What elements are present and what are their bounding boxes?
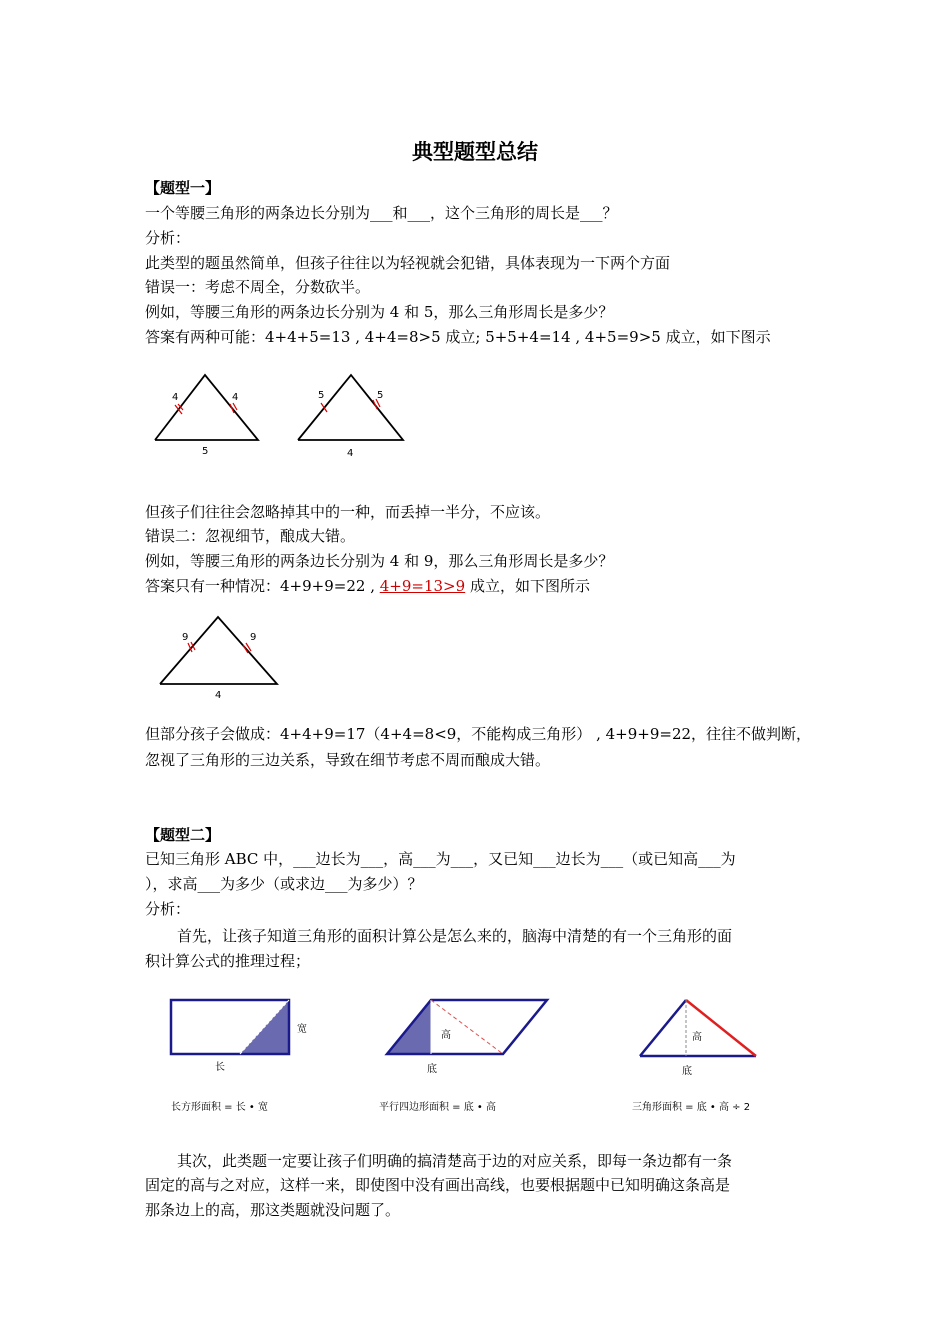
height-label: 高 bbox=[441, 1030, 451, 1041]
triangle-figure-5-5-4 bbox=[293, 370, 408, 460]
triangle-figure-9-9-4 bbox=[155, 612, 285, 704]
formula-caption: 长方形面积 = 长 • 宽 bbox=[171, 1102, 268, 1113]
side-label: 5 bbox=[202, 446, 209, 457]
width-label: 宽 bbox=[297, 1024, 307, 1035]
analysis-label: 分析： bbox=[145, 900, 191, 918]
side-label: 4 bbox=[347, 448, 354, 459]
side-label: 4 bbox=[232, 392, 239, 403]
length-label: 长 bbox=[215, 1062, 225, 1073]
paragraph: 忽视了三角形的三边关系，导致在细节考虑不周而酿成大错。 bbox=[145, 751, 551, 769]
side-label: 4 bbox=[215, 690, 222, 701]
analysis-label: 分析： bbox=[145, 229, 191, 247]
paragraph: 但孩子们往往会忽略掉其中的一种，而丢掉一半分，不应该。 bbox=[145, 503, 551, 521]
paragraph: 此类型的题虽然简单，但孩子往往以为轻视就会犯错，具体表现为一下两个方面 bbox=[145, 254, 671, 272]
paragraph: 首先，让孩子知道三角形的面积计算公是怎么来的，脑海中清楚的有一个三角形的面 bbox=[177, 927, 733, 945]
example-one: 例如，等腰三角形的两条边长分别为 4 和 5，那么三角形周长是多少？ bbox=[145, 303, 614, 321]
answer-two bbox=[145, 575, 590, 597]
parallelogram-area-figure bbox=[377, 992, 557, 1117]
paragraph: 积计算公式的推理过程； bbox=[145, 952, 311, 970]
rectangle-area-figure bbox=[165, 992, 315, 1117]
formula-caption: 三角形面积 = 底 • 高 ÷ 2 bbox=[632, 1102, 751, 1113]
formula-caption: 平行四边形面积 = 底 • 高 bbox=[379, 1102, 496, 1113]
section-heading-type1: 【题型一】 bbox=[145, 179, 221, 197]
error-one: 错误一：考虑不周全，分数砍半。 bbox=[145, 278, 371, 296]
height-label: 高 bbox=[692, 1032, 702, 1043]
answer-text: 答案只有一种情况：4+9+9=22 , bbox=[145, 577, 380, 595]
error-two: 错误二：忽视细节，酿成大错。 bbox=[145, 527, 356, 545]
side-label: 9 bbox=[182, 632, 189, 643]
base-label: 底 bbox=[682, 1066, 692, 1077]
answer-one: 答案有两种可能：4+4+5=13 , 4+4=8>5 成立; 5+5+4=14 , 4+5=9>5 成立，如下图示 bbox=[145, 328, 771, 346]
question-type1: 一个等腰三角形的两条边长分别为___和___，这个三角形的周长是___？ bbox=[145, 204, 618, 222]
paragraph: 其次，此类题一定要让孩子们明确的搞清楚高于边的对应关系，即每一条边都有一条 bbox=[177, 1152, 733, 1170]
paragraph: 固定的高与之对应，这样一来，即使图中没有画出高线，也要根据题中已知明确这条高是 bbox=[145, 1176, 731, 1194]
base-label: 底 bbox=[427, 1064, 437, 1075]
side-label: 9 bbox=[250, 632, 257, 643]
answer-text: 成立，如下图所示 bbox=[465, 577, 590, 595]
highlighted-inequality: 4+9=13>9 bbox=[379, 577, 466, 595]
paragraph: 但部分孩子会做成：4+4+9=17（4+4=8<9，不能构成三角形） , 4+9+9=22，往往不做判断， bbox=[145, 725, 812, 743]
question-type2: 已知三角形 ABC 中，___边长为___，高___为___，又已知___边长为___（或已知高___为 bbox=[145, 850, 736, 868]
side-label: 4 bbox=[172, 392, 179, 403]
triangle-area-figure bbox=[628, 992, 788, 1117]
triangle-figure-4-4-5 bbox=[150, 370, 265, 460]
example-two: 例如，等腰三角形的两条边长分别为 4 和 9，那么三角形周长是多少？ bbox=[145, 552, 614, 570]
page-title: 典型题型总结 bbox=[412, 140, 538, 164]
section-heading-type2: 【题型二】 bbox=[145, 826, 221, 844]
side-label: 5 bbox=[318, 390, 325, 401]
paragraph: 那条边上的高，那这类题就没问题了。 bbox=[145, 1201, 401, 1219]
side-label: 5 bbox=[377, 390, 384, 401]
question-type2: ），求高___为多少（或求边___为多少）？ bbox=[145, 875, 423, 893]
